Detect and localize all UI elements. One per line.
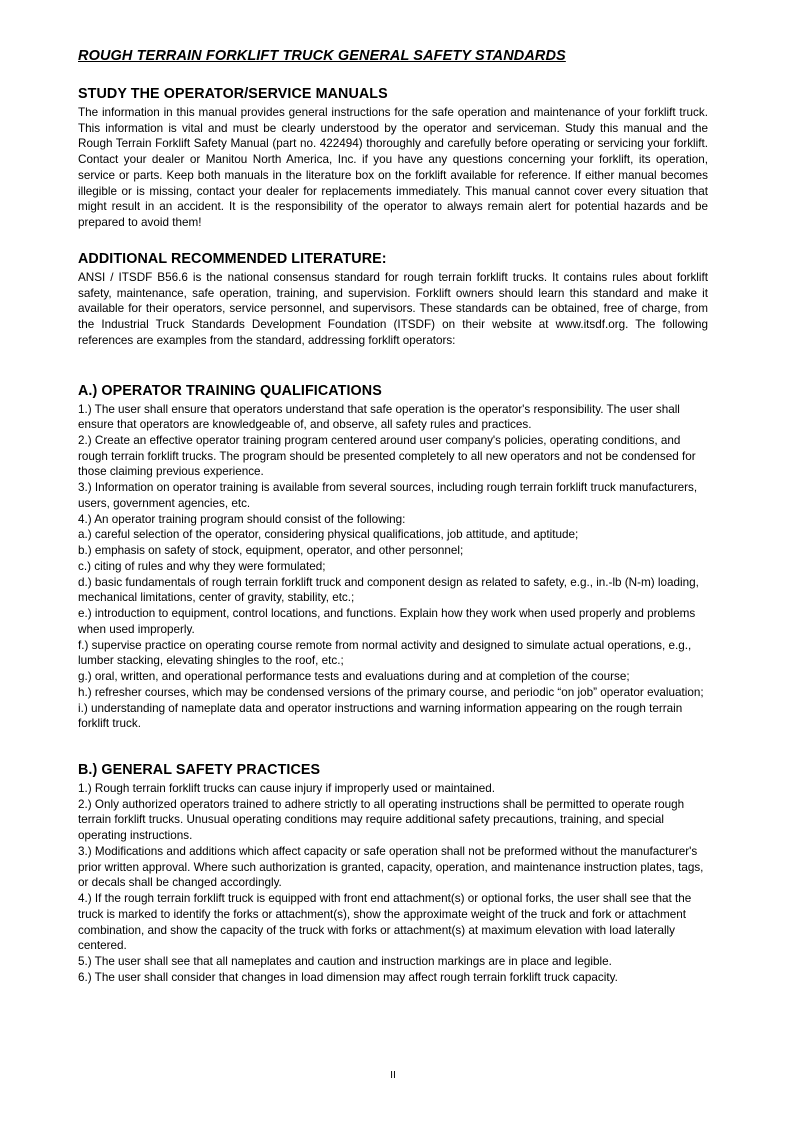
list-item: h.) refresher courses, which may be condensed versions of the primary course, and periodic “on job” operator evaluation;	[78, 685, 704, 699]
operator-training-list	[78, 402, 708, 528]
list-item: 2.) Only authorized operators trained to adhere strictly to all operating instructions shall be permitted to operate rough terrain forklift trucks. Unusual operating conditions may require additional safety precautions, training, and special operating instructions.	[78, 797, 685, 843]
list-item: g.) oral, written, and operational performance tests and evaluations during and at completion of the course;	[78, 670, 630, 684]
page-footer	[0, 1069, 786, 1081]
spacer	[78, 231, 708, 251]
section-heading-study-manuals: STUDY THE OPERATOR/SERVICE MANUALS	[78, 86, 388, 102]
list-item: 5.) The user shall see that all nameplates and caution and instruction markings are in place and legible.	[78, 955, 612, 969]
page-number: II	[390, 1069, 396, 1081]
list-item: 1.) Rough terrain forklift trucks can cause injury if improperly used or maintained.	[78, 781, 496, 795]
list-item: c.) citing of rules and why they were formulated;	[78, 559, 326, 573]
list-item: a.) careful selection of the operator, considering physical qualifications, job attitude, and aptitude;	[78, 528, 579, 542]
section-body-additional-literature: ANSI / ITSDF B56.6 is the national consensus standard for rough terrain forklift trucks. It contains rules about forklift safety, maintenance, safe operation, training, and supervision. Forklift owners should learn this standard and make it available for their operators, service personnel, and supervisors. These standards can be obtained, free of charge, from the Industrial Truck Standards Development Foundation (ITSDF) on their website at www.itsdf.org. The following references are examples from the standard, addressing forklift operators:	[78, 270, 708, 347]
list-item: i.) understanding of nameplate data and operator instructions and warning information appearing on the rough terrain forklift truck.	[78, 701, 683, 731]
list-item: 1.) The user shall ensure that operators understand that safe operation is the operator's responsibility. The user shall ensure that operators are knowledgeable of, and observe, all safety rules and practices.	[78, 402, 680, 432]
section-heading-additional-literature: ADDITIONAL RECOMMENDED LITERATURE:	[78, 250, 387, 267]
page-content	[78, 48, 708, 986]
list-item: 3.) Information on operator training is available from several sources, including rough terrain forklift truck manufacturers, users, government agencies, etc.	[78, 481, 698, 510]
list-item: 2.) Create an effective operator training program centered around user company's policies, operating conditions, and rough terrain forklift trucks. The program should be presented completely to all new operators and not be condensed for those claiming previous experience.	[78, 434, 696, 479]
operator-training-sublist	[78, 527, 708, 732]
list-item: e.) introduction to equipment, control locations, and functions. Explain how they work when used properly and problems when used improperly.	[78, 607, 696, 636]
list-item: b.) emphasis on safety of stock, equipment, operator, and other personnel;	[78, 544, 464, 558]
section-heading-general-safety: B.) GENERAL SAFETY PRACTICES	[78, 761, 321, 778]
list-item: d.) basic fundamentals of rough terrain forklift truck and component design as related to safety, e.g., in.-lb (N-m) loading, mechanical limitations, center of gravity, stability, etc.;	[78, 575, 699, 605]
section-heading-operator-training: A.) OPERATOR TRAINING QUALIFICATIONS	[78, 382, 382, 399]
list-item: 4.) An operator training program should consist of the following:	[78, 512, 406, 526]
page-title: ROUGH TERRAIN FORKLIFT TRUCK GENERAL SAFETY STANDARDS	[78, 48, 566, 64]
section-body-study-manuals: The information in this manual provides general instructions for the safe operation and maintenance of your forklift truck. This information is vital and must be clearly understood by the operator and serviceman. Study this manual and the Rough Terrain Forklift Safety Manual (part no. 422494) thoroughly and carefully before operating or servicing your forklift. Contact your dealer or Manitou North America, Inc. if you have any questions concerning your forklift, its operation, service or parts. Keep both manuals in the literature box on the forklift available for reference. If either manual becomes illegible or is missing, contact your dealer for replacements immediately. This manual cannot cover every situation that might result in an accident. It is the responsibility of the operator to always remain alert for potential hazards and be prepared to avoid them!	[78, 106, 708, 230]
spacer	[78, 732, 708, 762]
spacer	[78, 349, 708, 383]
list-item: f.) supervise practice on operating course remote from normal activity and designed to simulate actual operations, e.g., lumber stacking, elevating shingles to the roof, etc.;	[78, 638, 692, 668]
list-item: 6.) The user shall consider that changes in load dimension may affect rough terrain forklift truck capacity.	[78, 970, 618, 984]
list-item: 4.) If the rough terrain forklift truck is equipped with front end attachment(s) or optional forks, the user shall see that the truck is marked to identify the forks or attachment(s), show the approximate weight of the truck and fork or attachment combination, and show the capacity of the truck with forks or attachment(s) at maximum elevation with load laterally centered.	[78, 892, 692, 953]
list-item: 3.) Modifications and additions which affect capacity or safe operation shall not be preformed without the manufacturer's prior written approval. Where such authorization is granted, capacity, operation, and maintenance instruction plates, tags, or decals shall be changed accordingly.	[78, 844, 704, 890]
general-safety-list	[78, 781, 708, 986]
